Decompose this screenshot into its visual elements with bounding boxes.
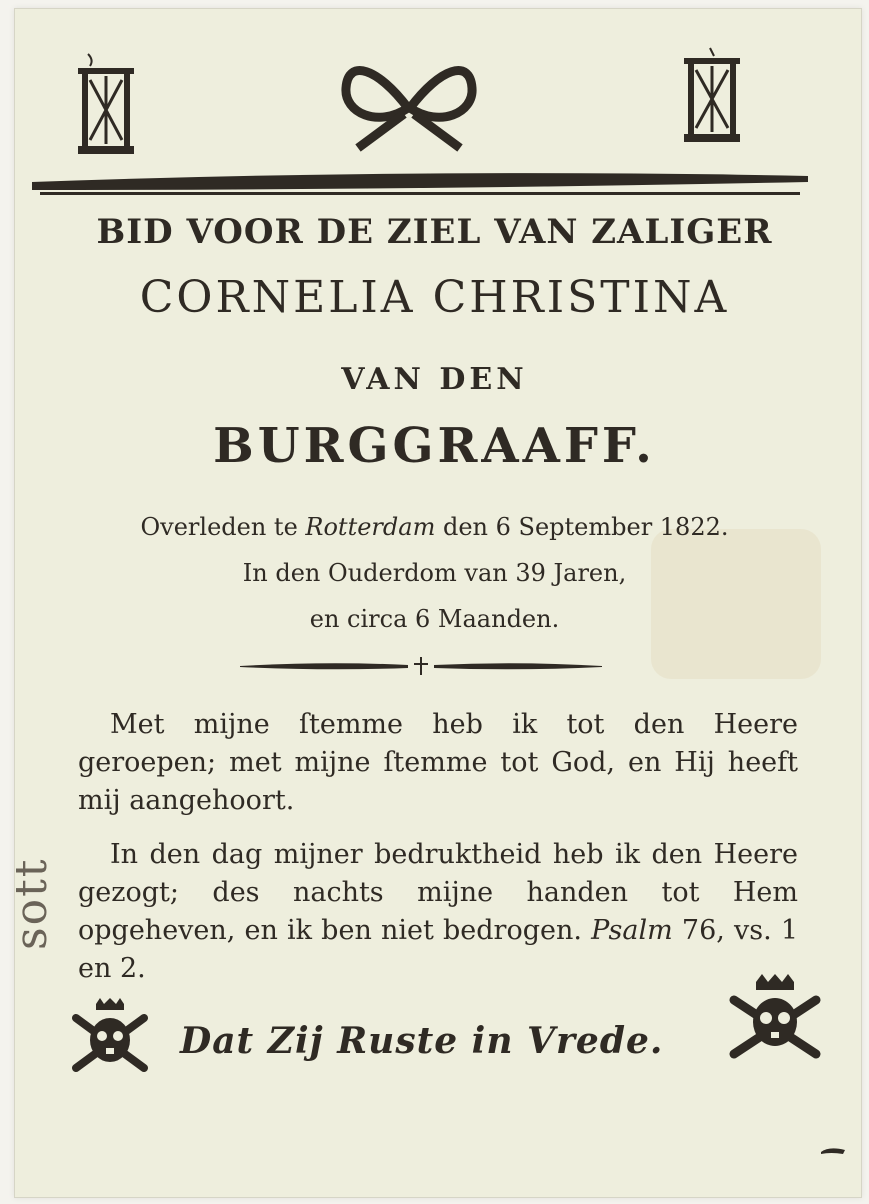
corner-mark (819, 1146, 847, 1156)
ornamental-divider (238, 655, 604, 677)
handwritten-note: sott (6, 857, 57, 950)
header-rule (30, 170, 810, 196)
scripture-reference: Psalm (591, 915, 673, 946)
skull-crossbones-right-icon (728, 974, 822, 1064)
death-text-b: den 6 September 1822. (435, 513, 729, 541)
age-line: In den Ouderdom van 39 Jaren, (242, 559, 627, 587)
prayer-heading: BID VOOR DE ZIEL VAN ZALIGER (96, 212, 773, 252)
hourglass-lantern-right-icon (680, 46, 744, 146)
verse-text-b: 76, vs. 1 en 2. (78, 915, 798, 984)
surname-prefix: VAN DEN (341, 362, 528, 397)
deceased-given-names: CORNELIA CHRISTINA (139, 272, 730, 323)
hourglass-lantern-left-icon (74, 50, 138, 158)
skull-crossbones-left-icon (70, 998, 150, 1078)
verse-paragraph-1: Met mijne ſtemme heb ik tot den Heere geroepen; met mijne ſtemme tot God, en Hij heeft mij aangehoort. (78, 709, 798, 816)
verse-paragraph-2 (78, 836, 798, 988)
closing-blessing: Dat Zij Ruste in Vrede. (180, 1020, 664, 1062)
death-details-line (0, 504, 869, 550)
death-text-a: Overleden te (140, 513, 306, 541)
ribbon-bow-icon (338, 58, 480, 154)
verse-text-a: In den dag mijner bedruktheid heb ik den Heere gezogt; des nachts mijne handen tot Hem opgeheven, en ik ben niet bedrogen. (78, 839, 798, 946)
deceased-surname: BURGGRAAFF. (213, 418, 656, 474)
death-place: Rotterdam (305, 513, 436, 541)
age-months-line: en circa 6 Maanden. (309, 605, 560, 633)
